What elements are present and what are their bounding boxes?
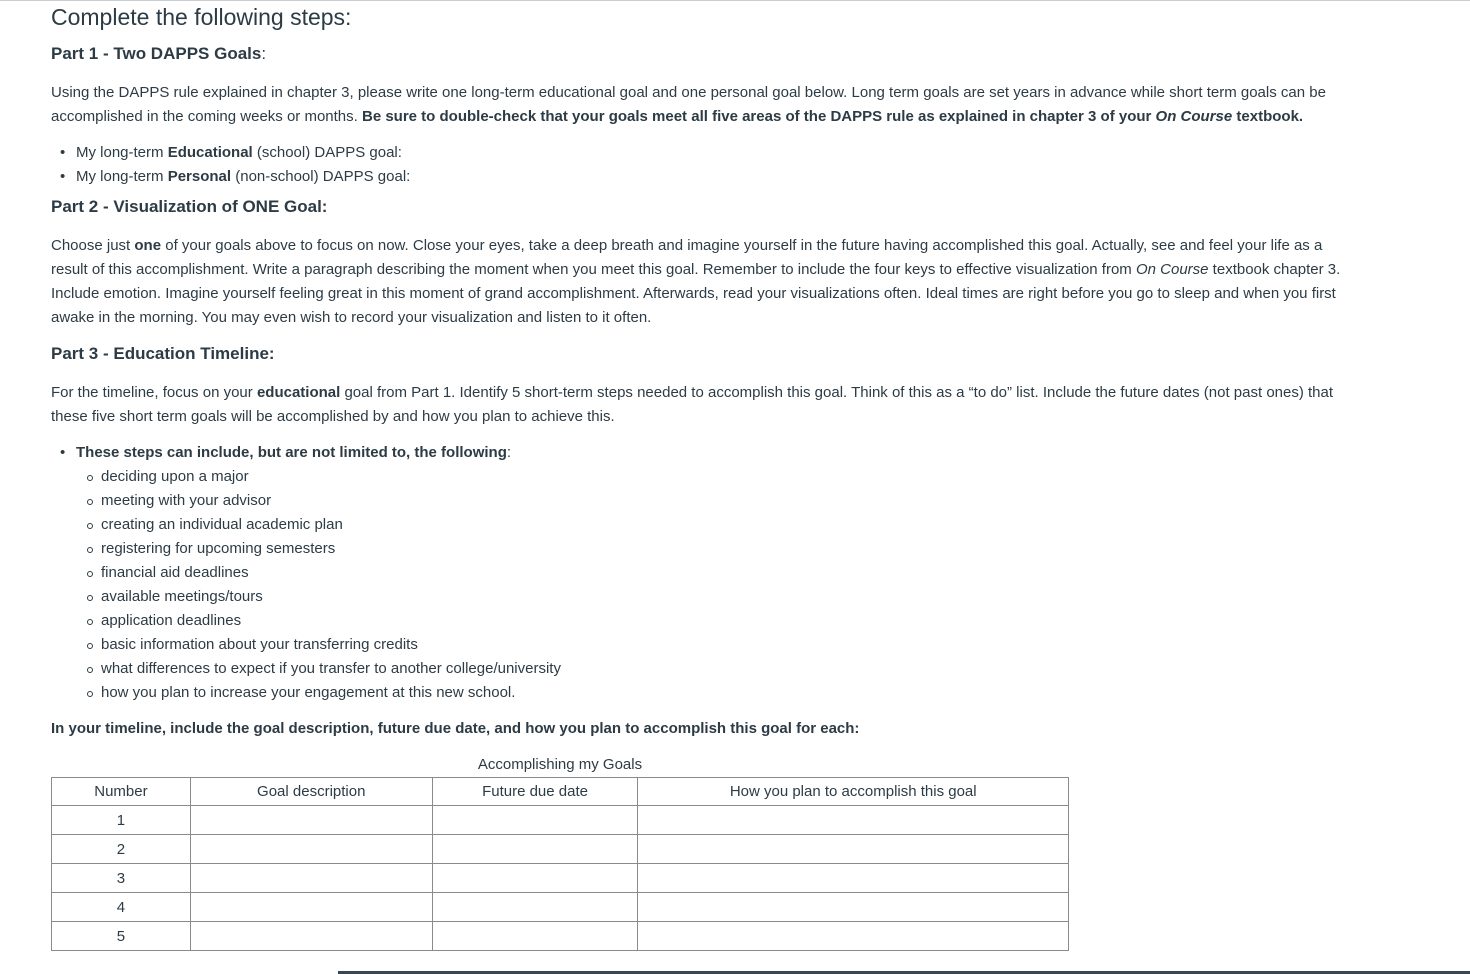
goal-cell bbox=[190, 835, 432, 864]
part1-para-bold-text: Be sure to double-check that your goals meet all five areas of the DAPPS rule as explained in chapter 3 of your bbox=[361, 108, 1156, 125]
header-future-due-date: Future due date bbox=[432, 778, 638, 806]
row-number: 4 bbox=[52, 893, 191, 922]
list-item: basic information about your transferring credits bbox=[101, 633, 1341, 657]
assignment-content bbox=[51, 0, 1341, 951]
date-cell bbox=[432, 893, 638, 922]
part2-para-c: textbook chapter 3. Include emotion. Imagine yourself feeling great in this moment of grand accomplishment. Afterwards, read your visualizations often. Ideal times are right before you go to sleep and when you first awake in the morning. You may even wish to record your visualization and listen to it often. bbox=[51, 261, 1341, 326]
steps-intro-colon: : bbox=[506, 444, 512, 461]
part2-para-bold: one bbox=[134, 237, 162, 254]
header-goal-description: Goal description bbox=[190, 778, 432, 806]
part1-heading bbox=[51, 43, 1341, 65]
table-row bbox=[52, 893, 1069, 922]
list-item bbox=[76, 165, 1341, 189]
part2-paragraph bbox=[51, 234, 1341, 330]
list-item: deciding upon a major bbox=[101, 465, 1341, 489]
list-item: creating an individual academic plan bbox=[101, 513, 1341, 537]
item-text: My long-term bbox=[76, 144, 168, 161]
header-plan: How you plan to accomplish this goal bbox=[638, 778, 1069, 806]
part3-para-a: For the timeline, focus on your bbox=[51, 384, 257, 401]
part1-para-text: Using the DAPPS rule explained in chapter 3, please write one long-term educational goal and one personal goal below. Long term goals are set years in advance while short term goals can be accomplished in the coming weeks or months. bbox=[51, 84, 1326, 125]
list-item: how you plan to increase your engagement at this new school. bbox=[101, 681, 1341, 705]
row-number: 3 bbox=[52, 864, 191, 893]
table-header-row bbox=[52, 778, 1069, 806]
part1-para-bold bbox=[362, 108, 1303, 125]
list-item: what differences to expect if you transfer to another college/university bbox=[101, 657, 1341, 681]
date-cell bbox=[432, 922, 638, 951]
part3-paragraph bbox=[51, 381, 1341, 429]
timeline-instruction bbox=[51, 717, 1341, 741]
goal-cell bbox=[190, 922, 432, 951]
table-row bbox=[52, 806, 1069, 835]
list-item: financial aid deadlines bbox=[101, 561, 1341, 585]
list-item bbox=[76, 141, 1341, 165]
item-bold: Personal bbox=[167, 168, 232, 185]
row-number: 2 bbox=[52, 835, 191, 864]
goal-cell bbox=[190, 893, 432, 922]
row-number: 1 bbox=[52, 806, 191, 835]
list-item: application deadlines bbox=[101, 609, 1341, 633]
list-item: registering for upcoming semesters bbox=[101, 537, 1341, 561]
part3-para-bold: educational bbox=[256, 384, 341, 401]
part3-steps-list bbox=[51, 441, 1341, 705]
plan-cell bbox=[638, 922, 1069, 951]
plan-cell bbox=[638, 806, 1069, 835]
part1-para-bold-end: textbook. bbox=[1232, 108, 1304, 125]
part1-para-bold-italic: On Course bbox=[1155, 108, 1233, 125]
steps-intro: These steps can include, but are not limited to, the following bbox=[76, 444, 507, 461]
part3-heading: Part 3 - Education Timeline: bbox=[51, 344, 275, 363]
table-row bbox=[52, 864, 1069, 893]
part2-heading: Part 2 - Visualization of ONE Goal: bbox=[51, 197, 328, 216]
timeline-instruction-text: In your timeline, include the goal description, future due date, and how you plan to accomplish this goal for each: bbox=[51, 720, 860, 737]
date-cell bbox=[432, 835, 638, 864]
date-cell bbox=[432, 806, 638, 835]
item-text: My long-term bbox=[76, 168, 168, 185]
part1-paragraph bbox=[51, 81, 1341, 129]
part1-heading-colon: : bbox=[261, 44, 267, 63]
part1-goal-list bbox=[51, 141, 1341, 189]
table-row bbox=[52, 835, 1069, 864]
header-number: Number bbox=[52, 778, 191, 806]
part3-para-b: goal from Part 1. Identify 5 short-term steps needed to accomplish this goal. Think of this as a “to do” list. Include the future dates (not past ones) that these five short term goals will be accomplished by and how you plan to achieve this. bbox=[51, 384, 1334, 425]
list-item: available meetings/tours bbox=[101, 585, 1341, 609]
date-cell bbox=[432, 864, 638, 893]
part2-para-b: of your goals above to focus on now. Close your eyes, take a deep breath and imagine yourself in the future having accomplished this goal. Actually, see and feel your life as a result of this accomplishment. Write a paragraph describing the moment when you meet this goal. Remember to include the four keys to effective visualization from bbox=[51, 237, 1323, 278]
part2-para-a: Choose just bbox=[51, 237, 135, 254]
goal-cell bbox=[190, 806, 432, 835]
plan-cell bbox=[638, 893, 1069, 922]
item-bold: Educational bbox=[167, 144, 253, 161]
plan-cell bbox=[638, 835, 1069, 864]
steps-sublist bbox=[76, 465, 1341, 705]
goal-cell bbox=[190, 864, 432, 893]
row-number: 5 bbox=[52, 922, 191, 951]
page-title: Complete the following steps: bbox=[51, 4, 352, 30]
plan-cell bbox=[638, 864, 1069, 893]
part2-para-italic: On Course bbox=[1135, 261, 1209, 278]
item-text: (school) DAPPS goal: bbox=[252, 144, 402, 161]
item-text: (non-school) DAPPS goal: bbox=[231, 168, 411, 185]
list-item bbox=[76, 441, 1341, 705]
list-item: meeting with your advisor bbox=[101, 489, 1341, 513]
part1-heading-text: Part 1 - Two DAPPS Goals bbox=[51, 44, 262, 63]
table-row bbox=[52, 922, 1069, 951]
table-caption: Accomplishing my Goals bbox=[477, 756, 643, 773]
goals-table bbox=[51, 777, 1069, 951]
